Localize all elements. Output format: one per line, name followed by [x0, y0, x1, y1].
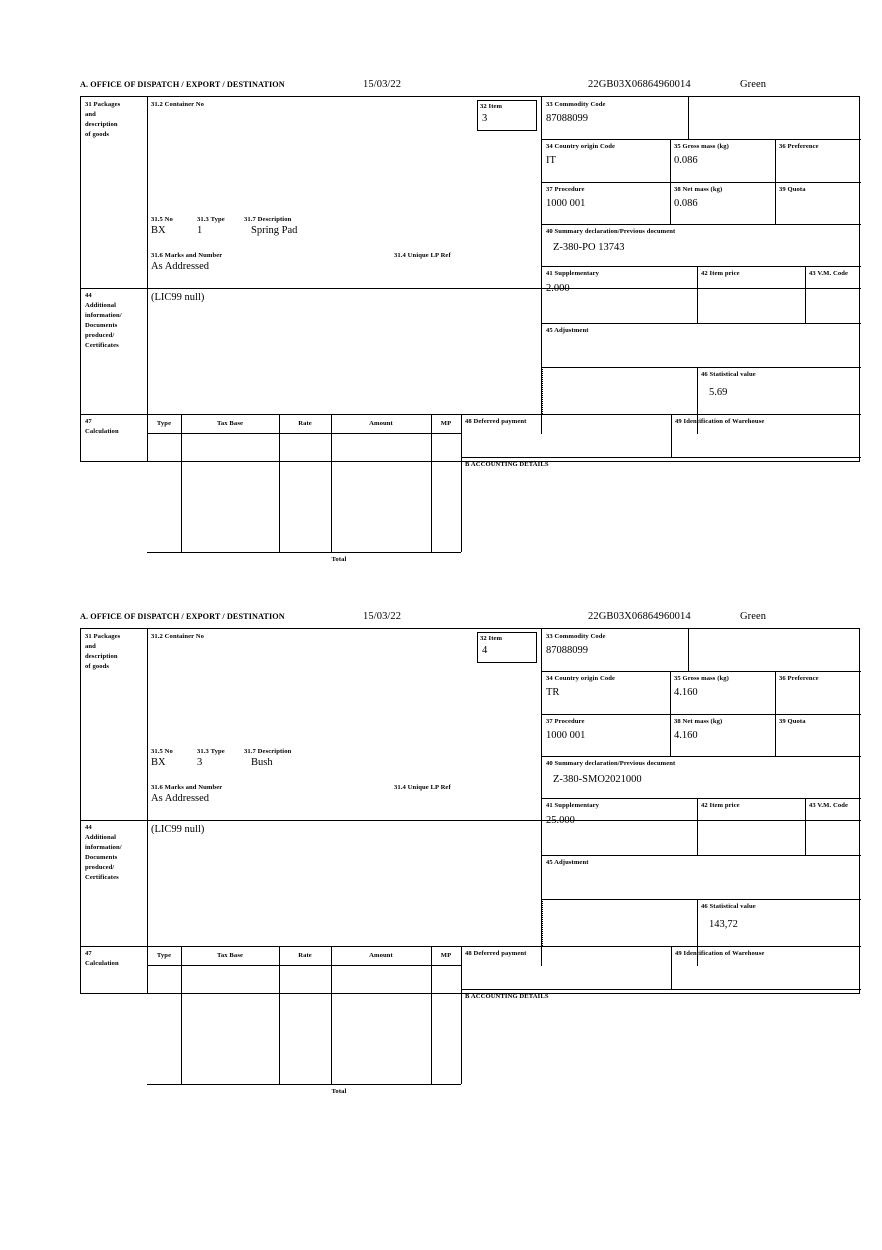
box31-label-line3: description	[85, 121, 118, 128]
box47-label: 47	[85, 418, 92, 425]
divider-34-37	[542, 182, 861, 183]
calc-header-underline	[147, 433, 461, 434]
box31-label-line1: 31 Packages	[85, 101, 121, 108]
divider-left-column-2	[147, 629, 148, 967]
box42-label: 42 Item price	[701, 270, 740, 277]
box38-label-2: 38 Net mass (kg)	[674, 718, 723, 725]
box44-label: 44	[85, 292, 92, 299]
box47-label2: Calculation	[85, 428, 119, 435]
divider-42-43	[805, 266, 806, 323]
packages-no-value: BX	[151, 225, 166, 236]
calc-header-mp: MP	[440, 420, 452, 427]
box31-label-line2: and	[85, 111, 96, 118]
box32-label-2: 32 Item	[480, 635, 503, 642]
office-of-dispatch-label-2: A. OFFICE OF DISPATCH / EXPORT / DESTINATION	[80, 612, 285, 621]
box31-2-label: 31.2 Container No	[151, 101, 205, 108]
divider-33-right-2	[688, 629, 689, 671]
customs-declaration-form-2	[80, 611, 862, 1095]
box41-label: 41 Supplementary	[546, 270, 600, 277]
divider-42-43-2	[805, 798, 806, 855]
declaration-date-2: 15/03/22	[363, 611, 402, 622]
box44-label5-2: produced/	[85, 864, 115, 871]
previous-document-value: Z-380-PO 13743	[553, 242, 625, 253]
calc-header-type-2: Type	[156, 952, 172, 959]
box32-label: 32 Item	[480, 103, 503, 110]
box31-label-line2-2: and	[85, 643, 96, 650]
divider-40-41-2	[542, 798, 861, 799]
gross-mass-value: 0.086	[674, 155, 698, 166]
box32-item-container	[477, 100, 537, 131]
divider-48-49	[671, 414, 672, 457]
box37-label: 37 Procedure	[546, 186, 585, 193]
calc-header-taxbase: Tax Base	[216, 420, 244, 427]
box44-label3: information/	[85, 312, 122, 319]
item-number-value: 3	[482, 113, 488, 124]
marks-and-number-value: As Addressed	[151, 261, 210, 272]
box44-label2: Additional	[85, 302, 117, 309]
box34-label: 34 Country origin Code	[546, 143, 616, 150]
box44-label4-2: Documents	[85, 854, 118, 861]
net-mass-value-2: 4.160	[674, 730, 698, 741]
divider-row-47-2	[81, 946, 861, 947]
movement-reference-number: 22GB03X06864960014	[588, 79, 691, 90]
form-header-1	[80, 80, 862, 96]
box44-label3-2: information/	[85, 844, 122, 851]
calc-bottom-line	[147, 552, 461, 553]
box31-4-label-2: 31.4 Unique LP Ref	[394, 784, 451, 791]
calc-col-amount-2	[431, 946, 432, 1084]
divider-45-46	[542, 367, 861, 368]
calc-col-amount	[431, 414, 432, 552]
box49-label: 49 Identification of Warehouse	[675, 418, 765, 425]
divider-item-col-2	[541, 629, 542, 820]
divider-41-45	[542, 323, 861, 324]
gross-mass-value-2: 4.160	[674, 687, 698, 698]
divider-41-42-2	[697, 798, 698, 855]
additional-information-value: (LIC99 null)	[151, 292, 205, 303]
box39-label-2: 39 Quota	[779, 718, 806, 725]
accounting-details-label-2: B ACCOUNTING DETAILS	[465, 993, 549, 1000]
office-of-dispatch-label: A. OFFICE OF DISPATCH / EXPORT / DESTINATION	[80, 80, 285, 89]
supplementary-value: 2.000	[546, 283, 570, 294]
marks-and-number-value-2: As Addressed	[151, 793, 210, 804]
divider-48-acc	[461, 457, 861, 458]
additional-information-value-2: (LIC99 null)	[151, 824, 205, 835]
box43-label-2: 43 V.M. Code	[809, 802, 849, 809]
dotted-divider-46	[542, 367, 543, 414]
declaration-box-1	[80, 96, 860, 563]
divider-item-col	[541, 97, 542, 288]
box44-label2-2: Additional	[85, 834, 117, 841]
box44-label6-2: Certificates	[85, 874, 119, 881]
box37-label-2: 37 Procedure	[546, 718, 585, 725]
box36-label: 36 Preference	[779, 143, 819, 150]
calc-col-rate-2	[331, 946, 332, 1084]
statistical-value-value: 5.69	[709, 387, 728, 398]
box45-label: 45 Adjustment	[546, 327, 589, 334]
calc-header-mp-2: MP	[440, 952, 452, 959]
commodity-code-value: 87088099	[546, 113, 588, 124]
packages-type-value-2: 3	[197, 757, 203, 768]
box47-label-2: 47	[85, 950, 92, 957]
box35-label: 35 Gross mass (kg)	[674, 143, 729, 150]
box47-label2-2: Calculation	[85, 960, 119, 967]
box33-label-2: 33 Commodity Code	[546, 633, 606, 640]
box48-label: 48 Deferred payment	[465, 418, 527, 425]
box35-label-2: 35 Gross mass (kg)	[674, 675, 729, 682]
box39-label: 39 Quota	[779, 186, 806, 193]
box42-label-2: 42 Item price	[701, 802, 740, 809]
box41-label-2: 41 Supplementary	[546, 802, 600, 809]
divider-40-41	[542, 266, 861, 267]
customs-declaration-form-1	[80, 79, 862, 563]
box34-label-2: 34 Country origin Code	[546, 675, 616, 682]
routing-lane: Green	[740, 79, 767, 90]
box31-6-label: 31.6 Marks and Number	[151, 252, 223, 259]
box45-label-2: 45 Adjustment	[546, 859, 589, 866]
calc-col-mp	[461, 414, 462, 552]
country-origin-value-2: TR	[546, 687, 560, 698]
net-mass-value: 0.086	[674, 198, 698, 209]
divider-34-37-2	[542, 714, 861, 715]
calc-total-label-2: Total	[331, 1088, 347, 1095]
box43-label: 43 V.M. Code	[809, 270, 849, 277]
packages-no-value-2: BX	[151, 757, 166, 768]
divider-34-35-2	[670, 671, 671, 756]
box44-label-2: 44	[85, 824, 92, 831]
calc-header-underline-2	[147, 965, 461, 966]
box32-item-container-2	[477, 632, 537, 663]
box31-4-label: 31.4 Unique LP Ref	[394, 252, 451, 259]
box31-2-label-2: 31.2 Container No	[151, 633, 205, 640]
calc-header-rate: Rate	[298, 420, 312, 427]
calc-total-label: Total	[331, 556, 347, 563]
divider-33-34-2	[542, 671, 861, 672]
box31-label-line4: of goods	[85, 131, 110, 138]
form-header-2	[80, 612, 862, 628]
box31-5-label-2: 31.5 No	[151, 748, 173, 755]
goods-description-value-2: Bush	[251, 757, 273, 768]
procedure-value-2: 1000 001	[546, 730, 586, 741]
divider-row-44-2	[81, 820, 861, 821]
item-number-value-2: 4	[482, 645, 488, 656]
box31-7-label-2: 31.7 Description	[244, 748, 292, 755]
supplementary-value-2: 25.000	[546, 815, 575, 826]
calc-col-type	[181, 414, 182, 552]
divider-35-36	[775, 139, 776, 224]
calc-total-line-2	[147, 1084, 461, 1085]
calc-col-taxbase	[279, 414, 280, 552]
divider-34-35	[670, 139, 671, 224]
divider-row-44	[81, 288, 861, 289]
divider-48-49-2	[671, 946, 672, 989]
box38-label: 38 Net mass (kg)	[674, 186, 723, 193]
calc-col-type-2	[181, 946, 182, 1084]
calc-header-rate-2: Rate	[298, 952, 312, 959]
statistical-value-value-2: 143,72	[709, 919, 738, 930]
divider-48-acc-2	[461, 989, 861, 990]
box44-label6: Certificates	[85, 342, 119, 349]
divider-37-40-2	[542, 756, 861, 757]
calc-col-taxbase-2	[279, 946, 280, 1084]
box31-3-label: 31.3 Type	[197, 216, 225, 223]
calc-header-amount-2: Amount	[369, 952, 393, 959]
box44-label5: produced/	[85, 332, 115, 339]
divider-45-46-2	[542, 899, 861, 900]
box36-label-2: 36 Preference	[779, 675, 819, 682]
commodity-code-value-2: 87088099	[546, 645, 588, 656]
box33-label: 33 Commodity Code	[546, 101, 606, 108]
country-origin-value: IT	[546, 155, 556, 166]
divider-33-right	[688, 97, 689, 139]
box46-label: 46 Statistical value	[701, 371, 756, 378]
divider-33-34	[542, 139, 861, 140]
previous-document-value-2: Z-380-SMO2021000	[553, 774, 642, 785]
declaration-date: 15/03/22	[363, 79, 402, 90]
divider-41-45-2	[542, 855, 861, 856]
box46-label-2: 46 Statistical value	[701, 903, 756, 910]
calc-col-mp-2	[461, 946, 462, 1084]
declaration-box-2	[80, 628, 860, 1095]
accounting-details-label: B ACCOUNTING DETAILS	[465, 461, 549, 468]
calc-col-rate	[331, 414, 332, 552]
dotted-divider-46-2	[542, 899, 543, 946]
box48-label-2: 48 Deferred payment	[465, 950, 527, 957]
divider-41-42	[697, 266, 698, 323]
box31-3-label-2: 31.3 Type	[197, 748, 225, 755]
box31-label-line3-2: description	[85, 653, 118, 660]
packages-type-value: 1	[197, 225, 203, 236]
procedure-value: 1000 001	[546, 198, 586, 209]
box31-6-label-2: 31.6 Marks and Number	[151, 784, 223, 791]
movement-reference-number-2: 22GB03X06864960014	[588, 611, 691, 622]
box31-5-label: 31.5 No	[151, 216, 173, 223]
calc-header-type: Type	[156, 420, 172, 427]
goods-description-value: Spring Pad	[251, 225, 298, 236]
divider-left-column	[147, 97, 148, 435]
box44-label4: Documents	[85, 322, 118, 329]
box31-7-label: 31.7 Description	[244, 216, 292, 223]
box40-label-2: 40 Summary declaration/Previous document	[546, 760, 676, 767]
box49-label-2: 49 Identification of Warehouse	[675, 950, 765, 957]
divider-35-36-2	[775, 671, 776, 756]
calc-header-taxbase-2: Tax Base	[216, 952, 244, 959]
box31-label-line4-2: of goods	[85, 663, 110, 670]
box40-label: 40 Summary declaration/Previous document	[546, 228, 676, 235]
box31-label-line1-2: 31 Packages	[85, 633, 121, 640]
divider-37-40	[542, 224, 861, 225]
routing-lane-2: Green	[740, 611, 767, 622]
calc-header-amount: Amount	[369, 420, 393, 427]
